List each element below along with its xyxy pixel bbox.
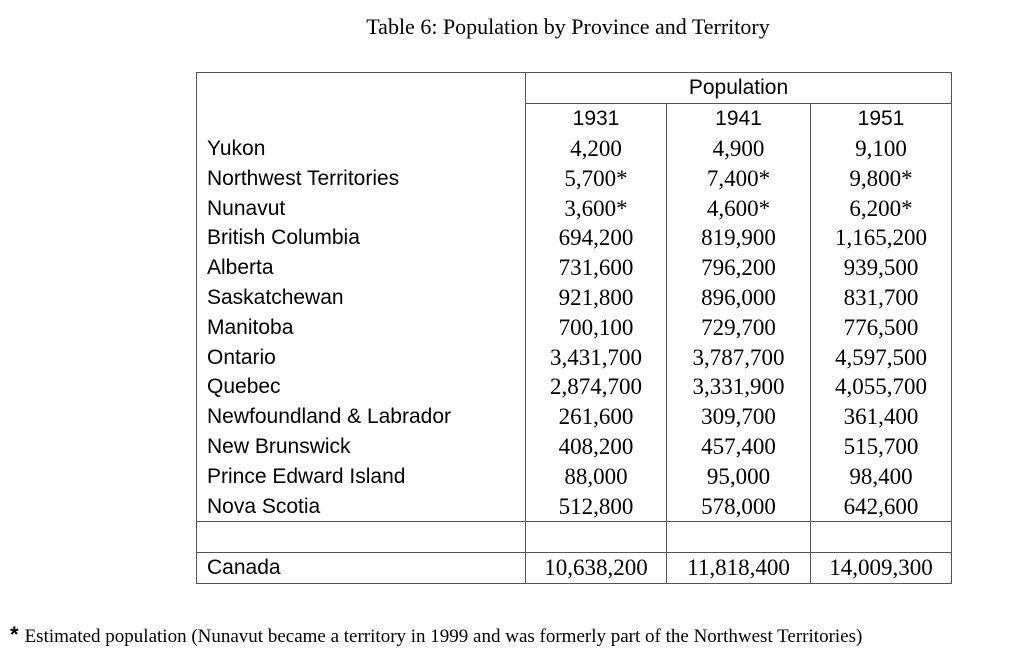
year-header: 1931 <box>526 103 667 133</box>
population-value: 819,900 <box>667 223 811 253</box>
population-value: 700,100 <box>526 312 667 342</box>
population-value: 7,400* <box>667 163 811 193</box>
population-table <box>196 72 952 584</box>
population-value: 88,000 <box>526 461 667 491</box>
population-value: 98,400 <box>811 461 952 491</box>
population-value: 921,800 <box>526 283 667 313</box>
total-label: Canada <box>197 552 526 583</box>
region-name: British Columbia <box>197 223 526 253</box>
table-row <box>197 253 952 283</box>
table-row <box>197 283 952 313</box>
population-value: 6,200* <box>811 193 952 223</box>
table-row <box>197 193 952 223</box>
population-value: 729,700 <box>667 312 811 342</box>
population-value: 1,165,200 <box>811 223 952 253</box>
region-name: Northwest Territories <box>197 163 526 193</box>
table-title: Table 6: Population by Province and Territory <box>366 14 770 39</box>
spacer-cell <box>197 521 526 552</box>
population-value: 95,000 <box>667 461 811 491</box>
population-value: 9,100 <box>811 134 952 164</box>
population-value: 512,800 <box>526 491 667 521</box>
population-value: 515,700 <box>811 432 952 462</box>
table-row <box>197 342 952 372</box>
region-name: Ontario <box>197 342 526 372</box>
population-value: 5,700* <box>526 163 667 193</box>
header-row-group <box>197 73 952 104</box>
table-row <box>197 163 952 193</box>
table-row <box>197 461 952 491</box>
population-value: 731,600 <box>526 253 667 283</box>
table-row <box>197 134 952 164</box>
population-value: 4,600* <box>667 193 811 223</box>
population-value: 831,700 <box>811 283 952 313</box>
population-value: 939,500 <box>811 253 952 283</box>
region-name: Saskatchewan <box>197 283 526 313</box>
header-blank-cell <box>197 73 526 104</box>
table-row <box>197 432 952 462</box>
region-name: Nova Scotia <box>197 491 526 521</box>
region-name: New Brunswick <box>197 432 526 462</box>
population-value: 4,597,500 <box>811 342 952 372</box>
population-value: 4,200 <box>526 134 667 164</box>
total-value: 11,818,400 <box>667 552 811 583</box>
population-group-header: Population <box>526 73 952 104</box>
spacer-cell <box>811 521 952 552</box>
region-name: Quebec <box>197 372 526 402</box>
population-value: 3,431,700 <box>526 342 667 372</box>
population-value: 578,000 <box>667 491 811 521</box>
total-value: 10,638,200 <box>526 552 667 583</box>
region-name: Nunavut <box>197 193 526 223</box>
region-name: Yukon <box>197 134 526 164</box>
table-row <box>197 223 952 253</box>
footnote-text: Estimated population (Nunavut became a territory in 1999 and was formerly part of the Northwest Territories) <box>24 626 863 647</box>
region-name: Alberta <box>197 253 526 283</box>
spacer-cell <box>526 521 667 552</box>
population-value: 3,787,700 <box>667 342 811 372</box>
population-value: 2,874,700 <box>526 372 667 402</box>
year-header: 1941 <box>667 103 811 133</box>
population-value: 261,600 <box>526 402 667 432</box>
population-value: 361,400 <box>811 402 952 432</box>
footnote-marker: * <box>10 622 19 647</box>
total-value: 14,009,300 <box>811 552 952 583</box>
region-name: Manitoba <box>197 312 526 342</box>
header-row-years <box>197 103 952 133</box>
population-value: 796,200 <box>667 253 811 283</box>
population-value: 694,200 <box>526 223 667 253</box>
header-blank-cell <box>197 103 526 133</box>
footnote <box>10 622 862 648</box>
table-row <box>197 372 952 402</box>
table-row <box>197 402 952 432</box>
table-row <box>197 312 952 342</box>
table-row <box>197 491 952 521</box>
region-name: Prince Edward Island <box>197 461 526 491</box>
region-name: Newfoundland & Labrador <box>197 402 526 432</box>
population-value: 3,331,900 <box>667 372 811 402</box>
spacer-row <box>197 521 952 552</box>
population-value: 896,000 <box>667 283 811 313</box>
population-value: 309,700 <box>667 402 811 432</box>
spacer-cell <box>667 521 811 552</box>
population-value: 4,055,700 <box>811 372 952 402</box>
year-header: 1951 <box>811 103 952 133</box>
population-value: 642,600 <box>811 491 952 521</box>
population-value: 9,800* <box>811 163 952 193</box>
population-value: 408,200 <box>526 432 667 462</box>
population-value: 776,500 <box>811 312 952 342</box>
total-row <box>197 552 952 583</box>
population-value: 4,900 <box>667 134 811 164</box>
population-value: 457,400 <box>667 432 811 462</box>
population-value: 3,600* <box>526 193 667 223</box>
